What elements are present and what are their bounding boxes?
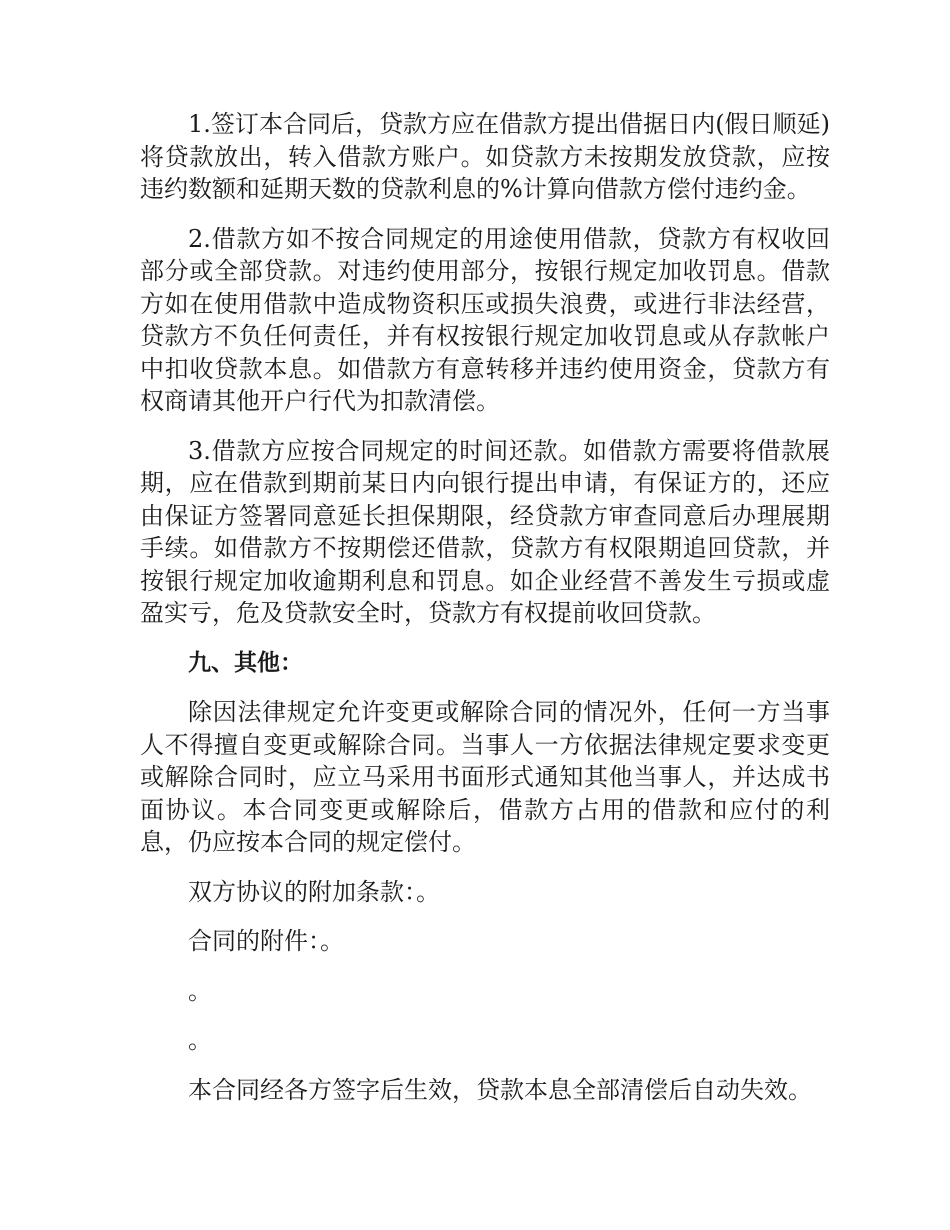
effectiveness-line: 本合同经各方签字后生效，贷款本息全部清偿后自动失效。 [188,1075,812,1104]
blank-line-2: 。 [188,1026,212,1054]
clause-3-paragraph: 3.借款方应按合同规定的时间还款。如借款方需要将借款展期，应在借款到期前某日内向银行提出申请，有保证方的，还应由保证方签署同意延长担保期限，经贷款方审查同意后办理展期手续。如借款方不按期偿还借款，贷款方有权限期追回贷款，并按银行规定加收逾期利息和罚息。如企业经营不善发生亏损或虚盈实亏，危及贷款安全时，贷款方有权提前收回贷款。 [140,436,830,627]
additional-terms-line: 双方协议的附加条款：。 [188,877,440,906]
section-nine-heading: 九、其他： [188,649,303,676]
section-nine-body: 除因法律规定允许变更或解除合同的情况外，任何一方当事人不得擅自变更或解除合同。当事人一方依据法律规定要求变更或解除合同时，应立马采用书面形式通知其他当事人，并达成书面协议。本合同变更或解除后，借款方占用的借款和应付的利息，仍应按本合同的规定偿付。 [140,698,830,856]
blank-line-1: 。 [188,976,212,1005]
attachments-line: 合同的附件：。 [188,927,344,955]
clause-1-paragraph: 1.签订本合同后，贷款方应在借款方提出借据日内(假日顺延)将贷款放出，转入借款方账户。如贷款方未按期发放贷款，应按违约数额和延期天数的贷款利息的%计算向借款方偿付违约金。 [140,110,830,203]
clause-2-paragraph: 2.借款方如不按合同规定的用途使用借款，贷款方有权收回部分或全部贷款。对违约使用部分，按银行规定加收罚息。借款方如在使用借款中造成物资积压或损失浪费，或进行非法经营，贷款方不负任何责任，并有权按银行规定加收罚息或从存款帐户中扣收贷款本息。如借款方有意转移并违约使用资金，贷款方有权商请其他开户行代为扣款清偿。 [140,224,830,415]
document-body [140,108,830,1123]
